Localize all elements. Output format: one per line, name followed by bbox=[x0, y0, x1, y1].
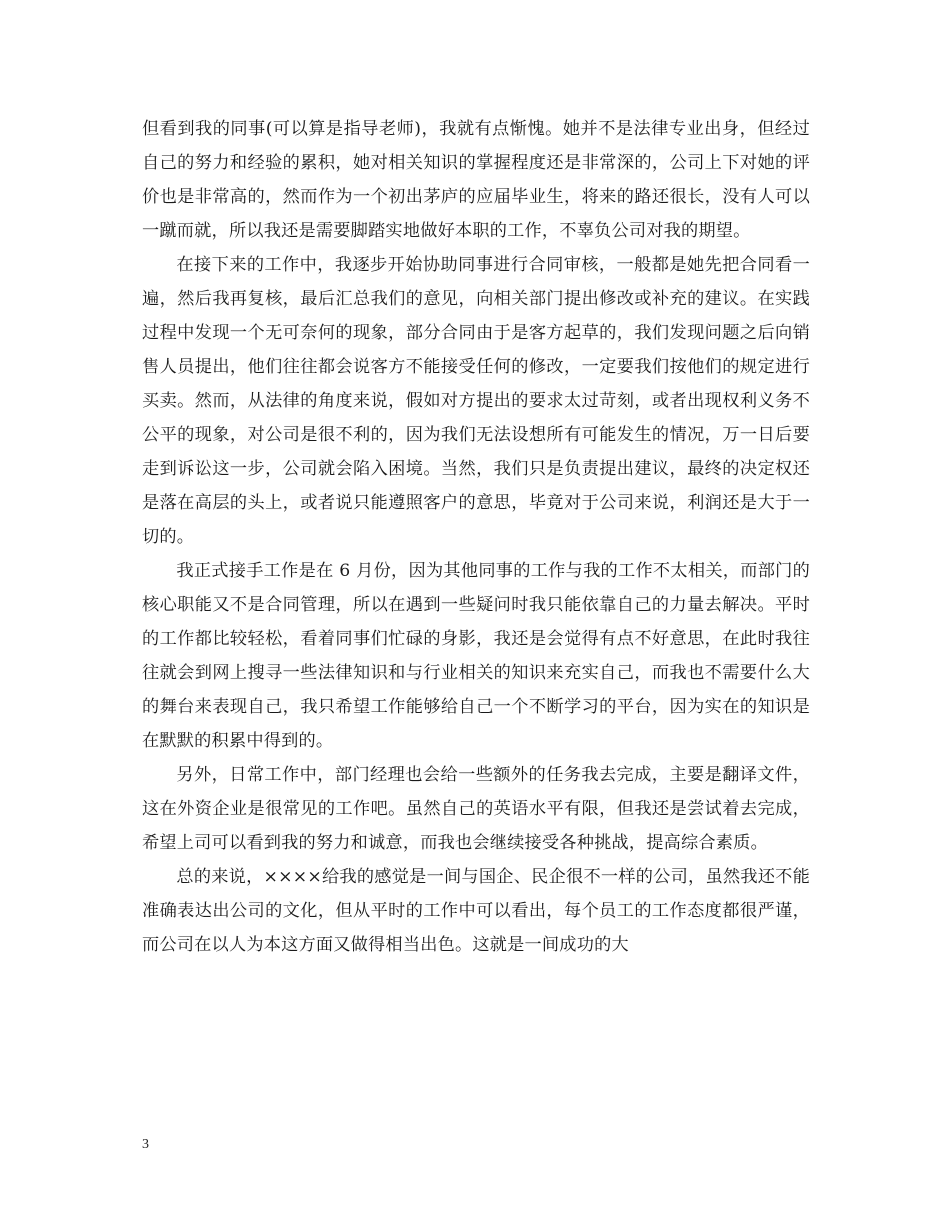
page-number: 3 bbox=[142, 1137, 149, 1152]
paragraph-2: 在接下来的工作中，我逐步开始协助同事进行合同审核，一般都是她先把合同看一遍，然后我再复核，最后汇总我们的意见，向相关部门提出修改或补充的建议。在实践过程中发现一个无可奈何的现象，部分合同由于是客方起草的，我们发现问题之后向销售人员提出，他们往往都会说客方不能接受任何的修改，一定要我们按他们的规定进行买卖。然而，从法律的角度来说，假如对方提出的要求太过苛刻，或者出现权利义务不公平的现象，对公司是很不利的，因为我们无法设想所有可能发生的情况，万一日后要走到诉讼这一步，公司就会陷入困境。当然，我们只是负责提出建议，最终的决定权还是落在高层的头上，或者说只能遵照客户的意思，毕竟对于公司来说，利润还是大于一切的。 bbox=[142, 255, 810, 547]
paragraph-5: 总的来说，××××给我的感觉是一间与国企、民企很不一样的公司，虽然我还不能准确表达出公司的文化，但从平时的工作中可以看出，每个员工的工作态度都很严谨，而公司在以人为本这方面又做得相当出色。这就是一间成功的大 bbox=[142, 867, 810, 955]
paragraph-4: 另外，日常工作中，部门经理也会给一些额外的任务我去完成，主要是翻译文件，这在外资企业是很常见的工作吧。虽然自己的英语水平有限，但我还是尝试着去完成，希望上司可以看到我的努力和诚意，而我也会继续接受各种挑战，提高综合素质。 bbox=[142, 765, 810, 853]
document-body bbox=[142, 112, 810, 962]
paragraph-1: 但看到我的同事(可以算是指导老师)，我就有点惭愧。她并不是法律专业出身，但经过自己的努力和经验的累积，她对相关知识的掌握程度还是非常深的，公司上下对她的评价也是非常高的，然而作为一个初出茅庐的应届毕业生，将来的路还很长，没有人可以一蹴而就，所以我还是需要脚踏实地做好本职的工作，不辜负公司对我的期望。 bbox=[142, 119, 810, 241]
paragraph-3: 我正式接手工作是在 6 月份，因为其他同事的工作与我的工作不太相关，而部门的核心职能又不是合同管理，所以在遇到一些疑问时我只能依靠自己的力量去解决。平时的工作都比较轻松，看着同事们忙碌的身影，我还是会觉得有点不好意思，在此时我往往就会到网上搜寻一些法律知识和与行业相关的知识来充实自己，而我也不需要什么大的舞台来表现自己，我只希望工作能够给自己一个不断学习的平台，因为实在的知识是在默默的积累中得到的。 bbox=[142, 561, 810, 751]
